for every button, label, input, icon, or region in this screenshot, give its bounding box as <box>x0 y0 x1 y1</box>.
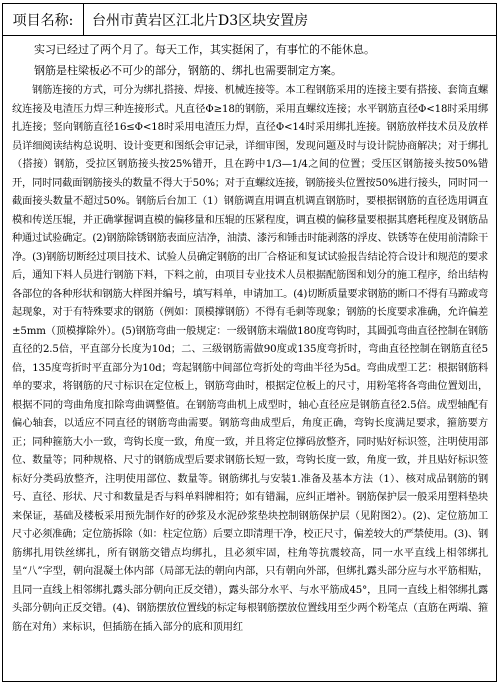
intro-paragraph: 实习已经过了两个月了。每天工作，其实挺闲了，有事忙的不能休息。 <box>34 43 375 56</box>
topic-paragraph: 钢筋是柱梁板必不可少的部分，钢筋的、绑扎也需要制定方案。 <box>34 64 342 77</box>
project-name-value: 台州市黄岩区江北片D3区块安置房 <box>92 12 309 29</box>
document-body <box>3 36 496 637</box>
main-paragraph: 钢筋连接的方式，可分为绑扎搭接、焊接、机械连接等。本工程钢筋采用的连接主要有搭接、套筒直螺纹连接及电渣压力焊三种连接形式。凡直径Φ≥18的钢筋，采用直螺纹连接；水平钢筋直径Φ<18时采用绑扎连接；竖向钢筋直径16≤Φ<18时采用电渣压力焊，直径Φ<14时采用绑扎连接。钢筋放样技术员及放样员详细阅读结构总说明、设计变更和图纸会审记录，详细审图，发现问题及时与设计院协商解决；对于绑扎（搭接）钢筋，受拉区钢筋接头按25%错开，且在跨中1/3—1/4之间的位置；受压区钢筋接头按50%错开，同时同截面钢筋接头的数量不得大于50%；对于直螺纹连接，钢筋接头位置按50%进行接头，同时同一截面接头数量不超过50%。钢筋后台加工（1）钢筋调直用调直机调直钢筋时，要根据钢筋的直径选用调直模和传送压辊，并正确掌握调直模的偏移量和压辊的压紧程度，调直模的偏移量要根据其磨耗程度及钢筋品种通过试验确定。(2)钢筋除锈钢筋表面应洁净，油渍、漆污和锤击时能剥落的浮皮、铁锈等在使用前清除干净。(3)钢筋切断经过项目技术、试验人员确定钢筋的出厂合格证和复试试验报告结论符合设计和规范的要求后，通知下料人员进行钢筋下料，下料之前，由项目专业技术人员根据配筋图和划分的施工程序，给出结构各部位的各种形状和钢筋大样图并编号，填写料单，申请加工。(4)切断质量要求钢筋的断口不得有马蹄或弯起现象，对于有特殊要求的钢筋（例如：顶模撑钢筋）不得有毛刺等现象；钢筋的长度要求准确，允许偏差±5mm（顶模撑除外）。(5)钢筋弯曲一般规定：一级钢筋末端做180度弯钩时，其圆弧弯曲直径控制在钢筋直径的2.5倍，平直部分长度为10d；二、三级钢筋需做90度或135度弯折时，弯曲直径控制在钢筋直径5倍，135度弯折时平直部分为10d；弯起钢筋中间部位弯折处的弯曲半径为5d。弯曲成型工艺：根据钢筋料单的要求，将钢筋的尺寸标识在定位板上，钢筋弯曲时，根据定位板上的尺寸，用粉笔将各弯曲位置划出，根据不同的弯曲角度扣除弯曲调整值。在钢筋弯曲机上成型时，轴心直径应是钢筋直径2.5倍。成型轴配有偏心轴套，以适应不同直径的钢筋弯曲需要。钢筋弯曲成型后，角度正确，弯钩长度满足要求，箍筋要方正；同种箍筋大小一致，弯钩长度一致，角度一致，并且将定位撑码放整齐，同时贴好标识签，注明使用部位、数量等；同种规格、尺寸的钢筋成型后要求钢筋长短一致，弯钩长度一致，角度一致，并且贴好标识签标好分类码放整齐，注明使用部位、数量等。钢筋绑扎与安装1.准备及基本方法（1）、核对成品钢筋的钢号、直径、形状、尺寸和数量是否与料单料牌相符；如有错漏，应纠正增补。钢筋保护层一般采用塑料垫块来保证，基础及楼板采用预先制作好的砂浆及水泥砂浆垫块控制钢筋保护层（见附图2）。(2)、定位筋加工尺寸必须准确；定位筋拆除（如：柱定位筋）后要立即清理干净，校正尺寸，偏差较大的严禁使用。(3)、钢筋绑扎用铁丝绑扎，所有钢筋交错点均绑扎，且必须牢固，柱角等抗震较高，同一水平直线上相邻绑扎呈“八”字型，朝向混凝土体内部（局部无法的朝向内部，只有朝向外部，但绑扎露头部分应与水平筋相贴，且同一直线上相邻绑扎露头部分朝向正反交错），露头部分水平、与水平筋成45°，且同一直线上相邻绑扎露头部分朝向正反交错。(4)、钢筋摆放位置线的标定每根钢筋摆放位置线用至少两个粉笔点（直筋在两端、箍筋在对角）来标识，但插筋在插入部分的底和顶用红 <box>12 85 488 633</box>
project-name-label: 项目名称: <box>3 4 84 35</box>
project-header <box>3 4 496 36</box>
document-sheet <box>2 3 497 682</box>
